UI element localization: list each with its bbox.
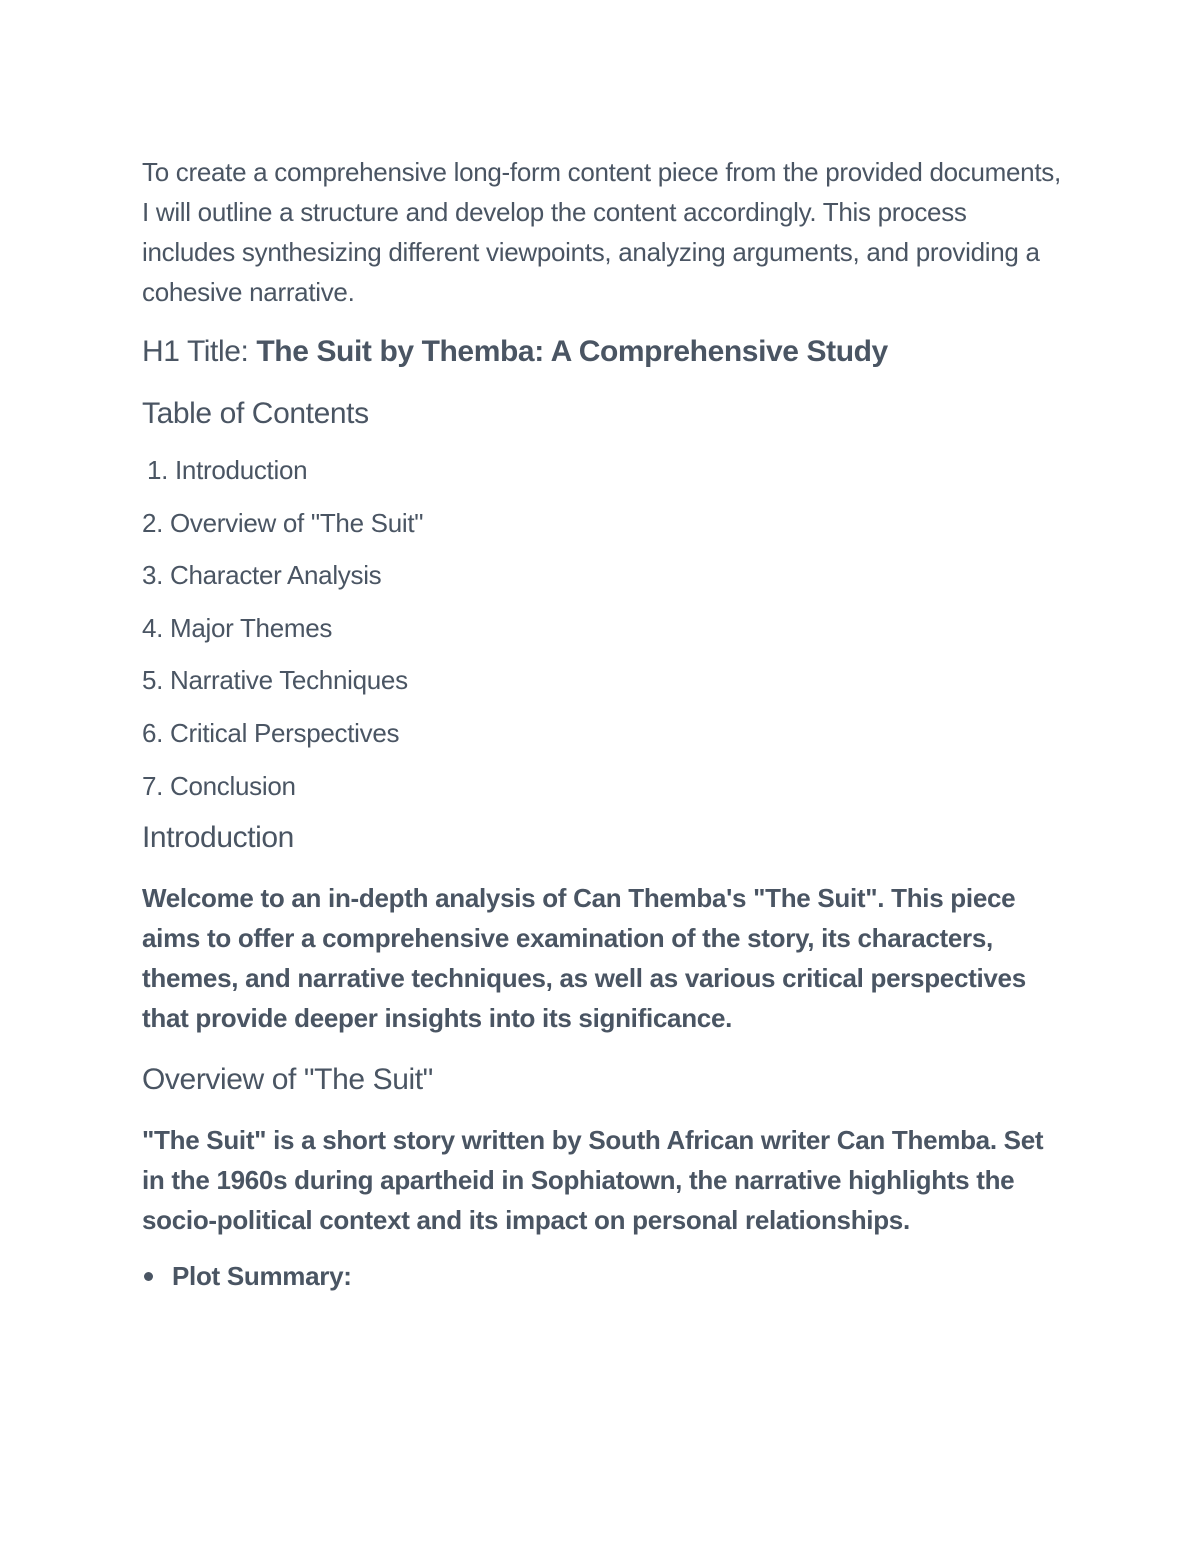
toc-item-critical-perspectives: 6. Critical Perspectives — [142, 717, 400, 748]
list-item — [142, 1256, 1062, 1296]
bullet-text-plot-summary: Plot Summary: — [172, 1261, 352, 1292]
document-page — [142, 152, 1062, 1296]
document-title: The Suit by Themba: A Comprehensive Study — [256, 335, 888, 368]
toc-item-introduction: 1. Introduction — [147, 455, 308, 485]
toc-heading: Table of Contents — [142, 397, 369, 430]
table-of-contents — [142, 450, 1062, 806]
overview-body: "The Suit" is a short story written by South African writer Can Themba. Set in the 1960s during apartheid in Sophiatown, the narrative highlights the socio-political context and its impact on personal relationships. — [142, 1125, 1044, 1236]
h1-title-line — [142, 332, 1062, 372]
overview-heading: Overview of "The Suit" — [142, 1063, 433, 1097]
toc-item-conclusion: 7. Conclusion — [142, 770, 296, 801]
introduction-body: Welcome to an in-depth analysis of Can Themba's "The Suit". This piece aims to offer a comprehensive examination of the story, its characters, themes, and narrative techniques, as well as various critical perspectives that provide deeper insights into its significance. — [142, 883, 1026, 1034]
bullet-dot-icon — [144, 1272, 153, 1281]
h1-prefix: H1 Title: — [142, 335, 257, 368]
overview-bullet-list — [142, 1256, 1062, 1296]
toc-item-narrative-techniques: 5. Narrative Techniques — [142, 665, 408, 696]
toc-item-overview: 2. Overview of "The Suit" — [142, 507, 424, 538]
toc-item-character-analysis: 3. Character Analysis — [142, 560, 382, 591]
toc-item-major-themes: 4. Major Themes — [142, 612, 333, 643]
intro-paragraph: To create a comprehensive long-form content piece from the provided documents, I will outline a structure and develop the content accordingly. This process includes synthesizing different viewpoints, analyzing arguments, and providing a cohesive narrative. — [142, 157, 1061, 307]
introduction-heading: Introduction — [142, 821, 294, 855]
